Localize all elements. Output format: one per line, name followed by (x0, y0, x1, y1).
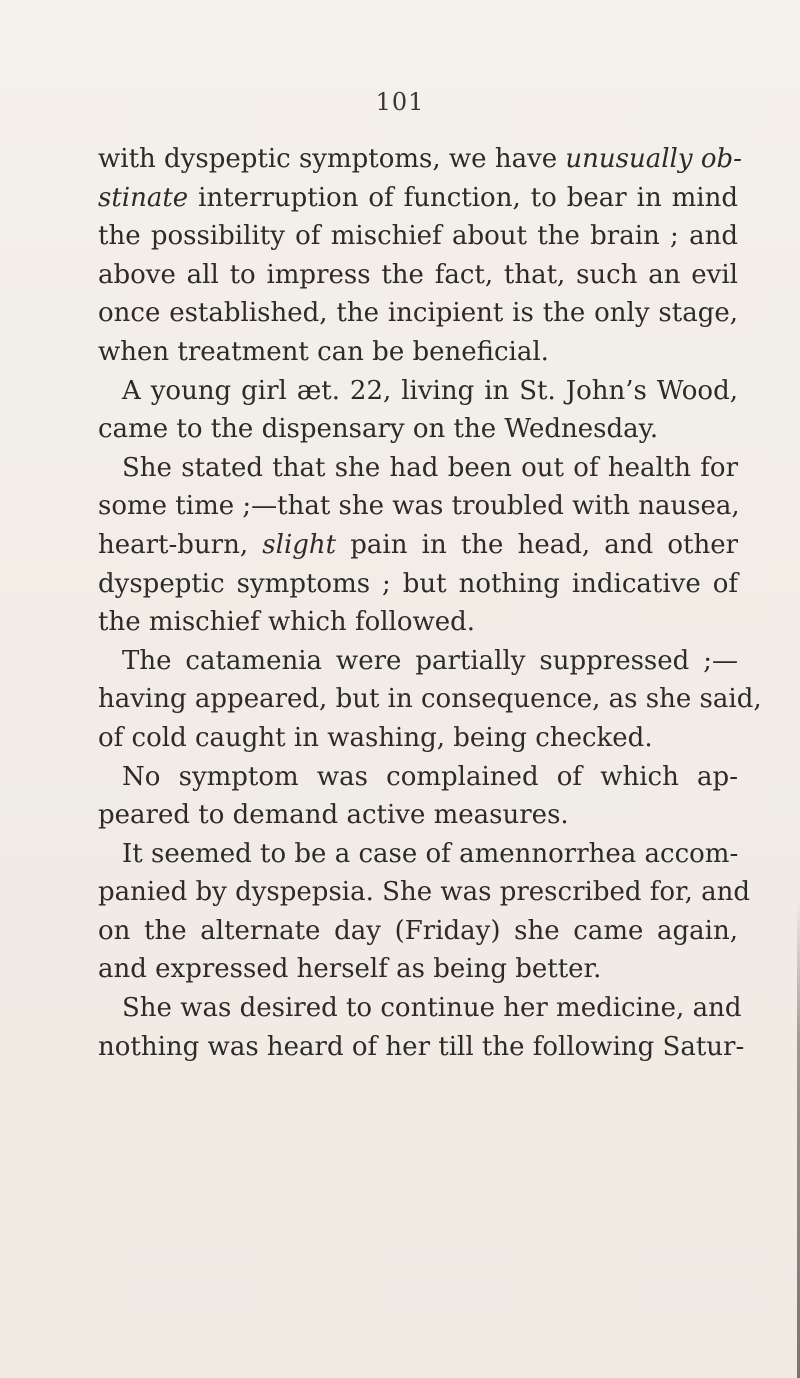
text-line: nothing was heard of her till the following Satur- (98, 1031, 745, 1062)
text-line: peared to demand active measures. (98, 800, 569, 831)
text-line: came to the dispensary on the Wednesday. (98, 414, 659, 445)
text-line: of cold caught in washing, being checked. (98, 722, 653, 753)
text-line: heart-burn, slight pain in the head, and other (98, 529, 739, 560)
text-line: with dyspeptic symptoms, we have unusually ob- (98, 144, 742, 174)
text-line: stinate interruption of function, to bear in mind (98, 182, 738, 213)
text-line: dyspeptic symptoms ; but nothing indicative of (98, 568, 738, 599)
text-line: It seemed to be a case of amennorrhea accom- (122, 838, 739, 869)
text-line: A young girl æt. 22, living in St. John’s Wood, (122, 375, 738, 406)
text-line: No symptom was complained of which ap- (122, 761, 738, 792)
text-line: She stated that she had been out of health for (122, 452, 738, 483)
text-line: the possibility of mischief about the brain ; and (98, 221, 738, 252)
text-line: once established, the incipient is the only stage, (98, 298, 738, 329)
page-number: 101 (375, 88, 425, 116)
text-line: She was desired to continue her medicine, and (122, 993, 742, 1024)
text-line: The catamenia were partially suppressed ;— (122, 645, 738, 676)
text-line: having appeared, but in consequence, as she said, (98, 684, 762, 715)
text-line: some time ;—that she was troubled with nausea, (98, 491, 740, 522)
text-line: on the alternate day (Friday) she came again, (98, 915, 738, 946)
body-text (98, 140, 762, 1066)
text-line: when treatment can be beneficial. (98, 336, 549, 367)
text-line: the mischief which followed. (98, 607, 476, 638)
text-line: above all to impress the fact, that, such an evil (98, 259, 738, 290)
text-line: panied by dyspepsia. She was prescribed for, and (98, 877, 751, 908)
text-line: and expressed herself as being better. (98, 954, 602, 985)
